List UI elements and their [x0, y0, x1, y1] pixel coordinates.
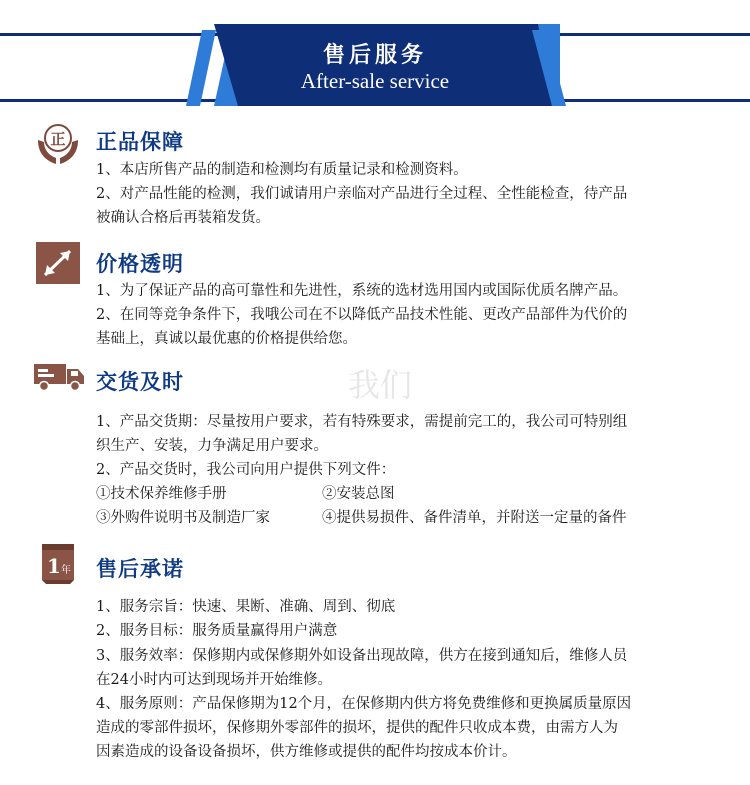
section-line: 4、服务原则：产品保修期为12个月，在保修期内供方将免费维修和更换属质量原因 — [96, 696, 632, 712]
section-line: 3、服务效率：保修期内或保修期外如设备出现故障，供方在接到通知后，维修人员 — [96, 648, 628, 664]
section-line: 2、服务目标：服务质量赢得用户满意 — [96, 623, 338, 639]
section-line: 2、对产品性能的检测，我们诚请用户亲临对产品进行全过程、全性能检查，待产品 — [96, 186, 628, 202]
section-line: 在24小时内可达到现场并开始维修。 — [96, 672, 332, 688]
section-line: 1、本店所售产品的制造和检测均有质量记录和检测资料。 — [96, 162, 468, 178]
section-title: 售后承诺 — [96, 557, 184, 581]
section-line: 2、在同等竞争条件下，我哦公司在不以降低产品技术性能、更改产品部件为代价的 — [96, 307, 628, 323]
section-line: 被确认合格后再装箱发货。 — [96, 210, 270, 226]
header-subtitle: After-sale service — [300, 69, 450, 93]
section-title: 价格透明 — [96, 252, 184, 276]
doc-item: ①技术保养维修手册 — [96, 486, 227, 502]
delivery-truck-icon — [34, 362, 82, 406]
section-title: 交货及时 — [96, 370, 184, 394]
section-title: 正品保障 — [96, 130, 184, 154]
section-line: 基础上，真诚以最优惠的价格提供给您。 — [96, 331, 357, 347]
section-line: 造成的零部件损坏，保修期外零部件的损坏，提供的配件只收成本费，由需方人为 — [96, 720, 618, 736]
diagonal-arrow-icon — [34, 242, 82, 286]
doc-item: ②安装总图 — [322, 486, 395, 502]
section-line: 1、产品交货期：尽量按用户要求，若有特殊要求，需提前完工的，我公司可特别组 — [96, 414, 628, 430]
section-line: 1、服务宗旨：快速、果断、准确、周到、彻底 — [96, 599, 396, 615]
svg-text:正: 正 — [50, 130, 66, 148]
one-year-calendar-icon — [34, 542, 82, 586]
doc-item: ③外购件说明书及制造厂家 — [96, 510, 270, 526]
section-line: 2、产品交货时，我公司向用户提供下列文件： — [96, 462, 396, 478]
header-title: 售后服务 — [322, 42, 427, 68]
watermark: 我们 — [348, 366, 413, 404]
svg-text:年: 年 — [61, 565, 71, 576]
section-line: 织生产、安装，力争满足用户要求。 — [96, 438, 328, 454]
header-banner — [0, 0, 750, 112]
svg-text:1: 1 — [47, 554, 61, 578]
hands-holding-authentic-icon — [34, 122, 82, 166]
doc-item: ④提供易损件、备件清单，并附送一定量的备件 — [322, 510, 627, 526]
section-line: 因素造成的设备设备损坏，供方维修或提供的配件均按成本价计。 — [96, 744, 517, 760]
section-line: 1、为了保证产品的高可靠性和先进性，系统的选材选用国内或国际优质名牌产品。 — [96, 283, 628, 299]
